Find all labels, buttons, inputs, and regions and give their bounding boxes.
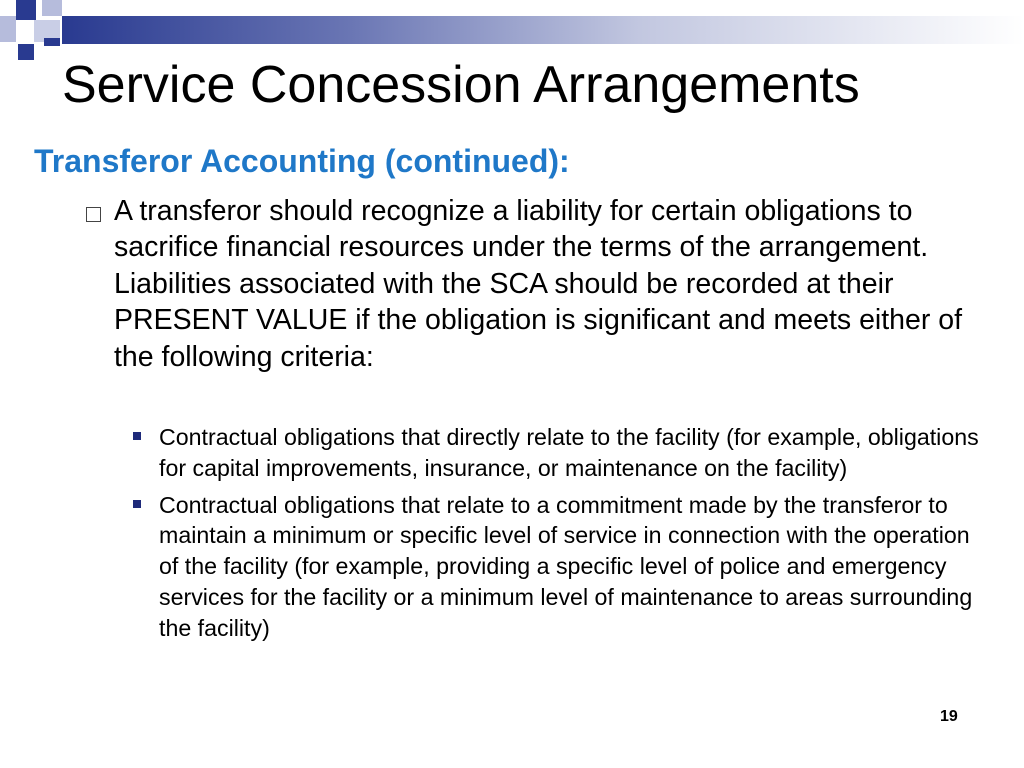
header-band (62, 16, 1024, 44)
decorative-square-light (42, 0, 62, 16)
sub-bullet-text: Contractual obligations that relate to a commitment made by the transferor to maintain a minimum or specific level of service in connection with the operation of the facility (for example, providing a specific level of police and emergency services for the facility or a minimum level of maintenance to areas surrounding the facility) (159, 491, 973, 641)
sub-bullet-item (133, 490, 993, 644)
decorative-square-dark (16, 0, 36, 20)
hollow-square-bullet-icon (86, 207, 101, 222)
slide-title: Service Concession Arrangements (62, 56, 860, 114)
sub-bullet-list (133, 422, 993, 650)
solid-square-bullet-icon (133, 500, 141, 508)
main-bullet-item (86, 193, 996, 375)
sub-bullet-text: Contractual obligations that directly relate to the facility (for example, obligations for capital improvements, insurance, or maintenance on the facility) (159, 424, 979, 481)
decorative-square-light (0, 16, 16, 42)
decorative-square-dark (44, 38, 60, 46)
solid-square-bullet-icon (133, 432, 141, 440)
decorative-square-dark (18, 44, 34, 60)
sub-bullet-item (133, 422, 993, 484)
section-subheading: Transferor Accounting (continued): (34, 143, 570, 179)
main-bullet-text: A transferor should recognize a liability for certain obligations to sacrifice financial resources under the terms of the arrangement. Liabilities associated with the SCA should be recorded at their PRESENT VALUE if the obligation is significant and meets either of the following criteria: (114, 195, 963, 373)
page-number: 19 (940, 708, 958, 725)
